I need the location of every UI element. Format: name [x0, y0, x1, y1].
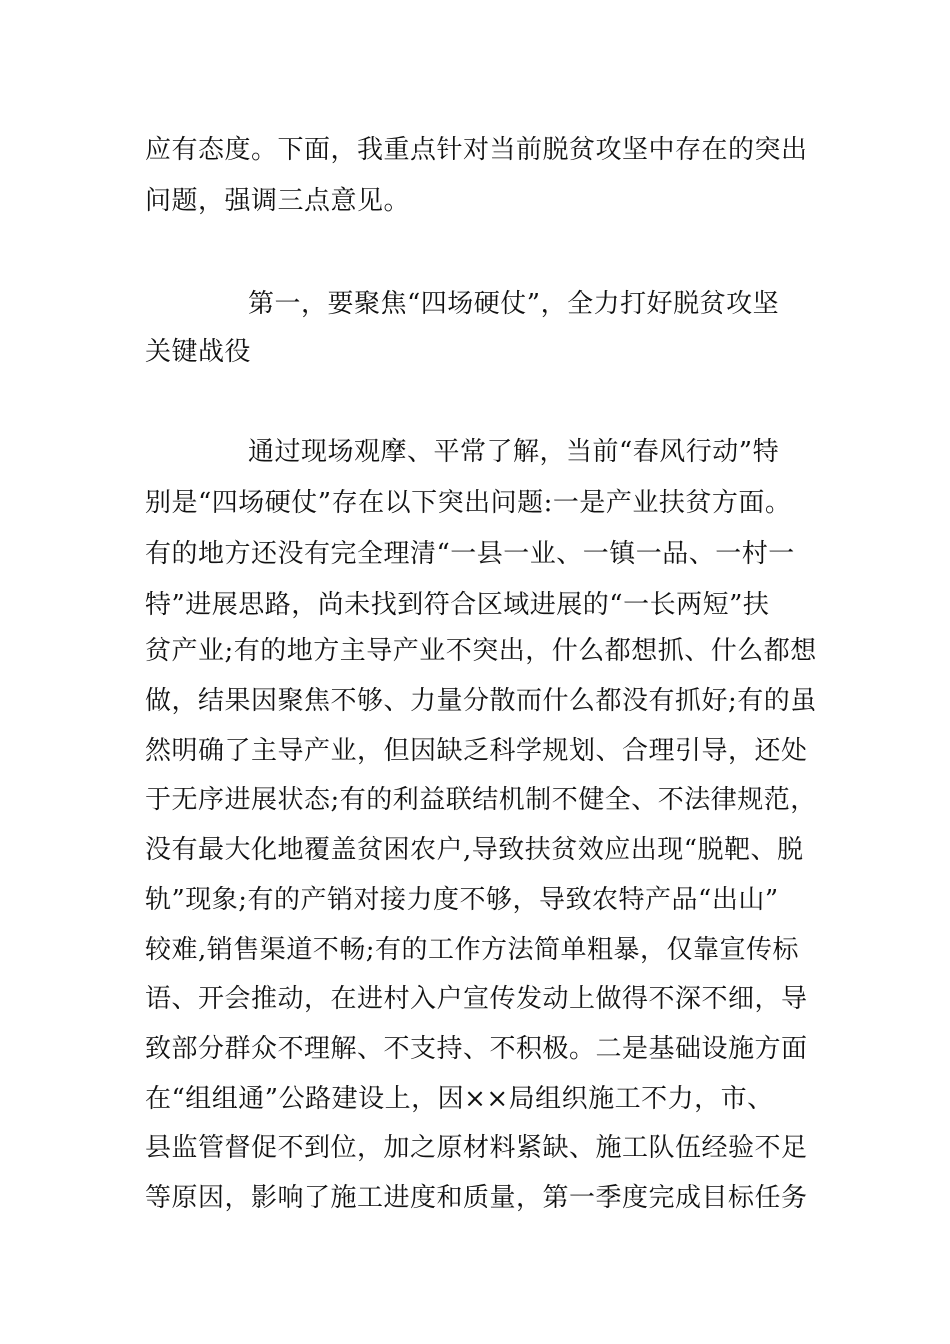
paragraph-2-line-14: 在“组组通”公路建设上，因××局组织施工不力，市、: [145, 1084, 774, 1114]
paragraph-2-line-13: 致部分群众不理解、不支持、不积极。二是基础设施方面: [145, 1034, 808, 1064]
paragraph-2-line-16: 等原因，影响了施工进度和质量，第一季度完成目标任务: [145, 1183, 808, 1213]
paragraph-2-line-11: 较难,销售渠道不畅;有的工作方法简单粗暴，仅靠宣传标: [145, 935, 800, 965]
heading-1-line-1: 第一，要聚焦“四场硬仗”，全力打好脱贫攻坚: [248, 289, 780, 319]
paragraph-2-line-15: 县监管督促不到位，加之原材料紧缺、施工队伍经验不足: [145, 1133, 808, 1163]
paragraph-2-line-2: 别是“四场硬仗”存在以下突出问题:一是产业扶贫方面。: [145, 488, 792, 518]
paragraph-2-line-7: 然明确了主导产业，但因缺乏科学规划、合理引导，还处: [145, 736, 808, 766]
paragraph-2-line-6: 做，结果因聚焦不够、力量分散而什么都没有抓好;有的虽: [145, 686, 817, 716]
paragraph-2-line-3: 有的地方还没有完全理清“一县一业、一镇一品、一村一: [145, 539, 795, 569]
paragraph-1-line-2: 问题，强调三点意见。: [145, 186, 411, 216]
paragraph-2-line-9: 没有最大化地覆盖贫困农户,导致扶贫效应出现“脱靶、脱: [145, 835, 804, 865]
paragraph-2-line-12: 语、开会推动，在进村入户宣传发动上做得不深不细，导: [145, 984, 808, 1014]
paragraph-1-line-1: 应有态度。下面，我重点针对当前脱贫攻坚中存在的突出: [145, 135, 808, 165]
paragraph-2-line-10: 轨”现象;有的产销对接力度不够，导致农特产品“出山”: [145, 885, 779, 915]
paragraph-2-line-4: 特”进展思路，尚未找到符合区域进展的“一长两短”扶: [145, 590, 770, 620]
paragraph-2-line-1: 通过现场观摩、平常了解，当前“春风行动”特: [248, 437, 780, 467]
paragraph-2-line-8: 于无序进展状态;有的利益联结机制不健全、不法律规范，: [145, 785, 817, 815]
paragraph-2-line-5: 贫产业;有的地方主导产业不突出，什么都想抓、什么都想: [145, 636, 817, 666]
heading-1-line-2: 关键战役: [145, 337, 252, 367]
